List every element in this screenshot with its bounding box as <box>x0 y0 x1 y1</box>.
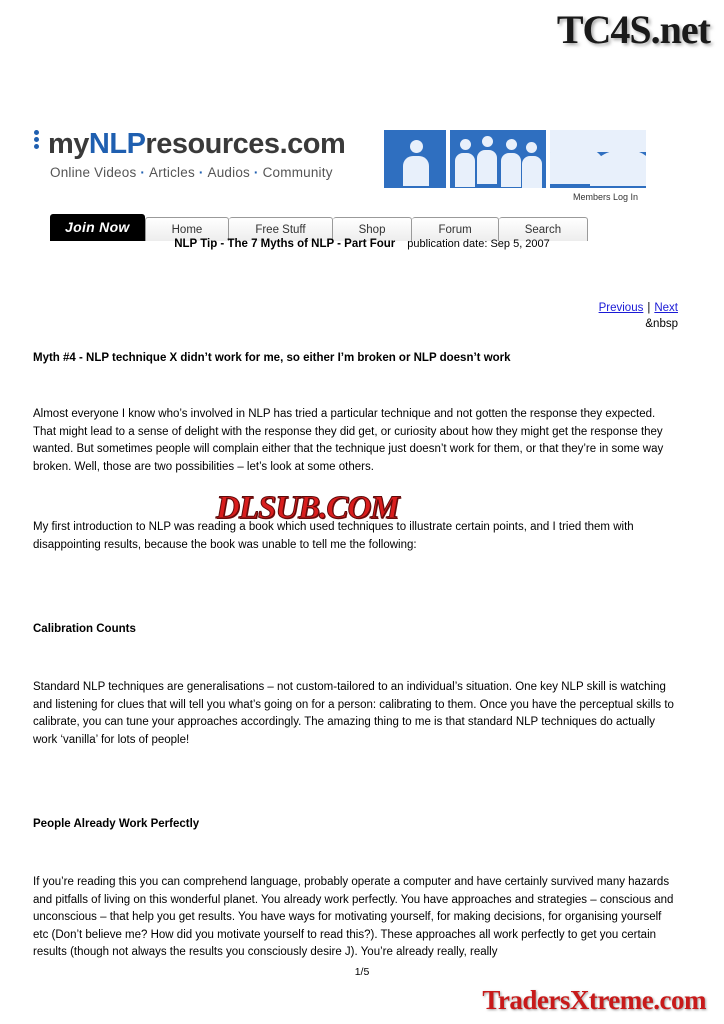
pager-separator: | <box>647 302 651 314</box>
publication-date: publication date: Sep 5, 2007 <box>407 238 550 250</box>
tagline-item-1: Articles <box>149 165 195 180</box>
members-login-link[interactable]: Members Log In <box>572 192 638 202</box>
logo-suffix: resources.com <box>145 128 346 160</box>
page-title: NLP Tip - The 7 Myths of NLP - Part Four <box>174 238 396 250</box>
section-2-body: If you’re reading this you can comprehend language, probably operate a computer and have certainly survived many hazards and pitfalls of living on this wonderful planet. You already work perfectly. You have approaches and strategies – conscious and unconscious – that help you get results. You have ways for motivating yourself, for making decisions, for organising yourself etc (Don’t believe me? How did you motivate yourself to read this?). These approaches all work perfectly to get you certain results (though not always the results you consciously desire J). You’re already really, really <box>33 876 674 958</box>
banner-person-image <box>384 130 446 188</box>
section-heading-calibration-counts: Calibration Counts <box>33 623 136 635</box>
article-title-row <box>0 234 724 252</box>
paragraph-2: My first introduction to NLP was reading a book which used techniques to illustrate certain points, and I tried them with disappointing results, because the book was unable to tell me the following: <box>33 521 634 551</box>
nav-tab-free-stuff[interactable]: Free Stuff <box>229 217 332 241</box>
site-tagline <box>50 165 379 180</box>
nbsp-text: &nbsp <box>645 318 678 330</box>
nav-tab-home[interactable]: Home <box>145 217 230 241</box>
section-heading-people-already-work-perfectly: People Already Work Perfectly <box>33 818 200 830</box>
banner-group-image <box>450 130 546 188</box>
myth-heading: Myth #4 - NLP technique X didn’t work for me, so either I’m broken or NLP doesn’t work <box>33 352 511 364</box>
article-body <box>33 352 679 1005</box>
tagline-sep-icon: · <box>136 165 150 180</box>
tagline-sep-icon: · <box>194 165 208 180</box>
dlsub-watermark: DLSUB.COM <box>216 490 399 526</box>
banner-image-strip <box>384 130 646 188</box>
nav-tab-forum[interactable]: Forum <box>412 217 498 241</box>
logo-nlp: NLP <box>88 128 146 160</box>
pager <box>599 302 678 330</box>
site-logo[interactable] <box>34 128 379 180</box>
tagline-item-2: Audios <box>207 165 250 180</box>
previous-link[interactable]: Previous <box>598 302 644 314</box>
tradersxtreme-watermark: TradersXtreme.com <box>482 985 706 1015</box>
tc4s-watermark: TC4S.net <box>556 7 710 52</box>
page-number: 1/5 <box>354 966 370 978</box>
section-1-body: Standard NLP techniques are generalisations – not custom-tailored to an individual’s situation. One key NLP skill is watching and listening for clues that will tell you what’s going on for a person: calibrating to them. Once you have the perceptual skills to calibrate, you can tune your approaches accordingly. The amazing thing to me is that standard NLP techniques do actually work ‘vanilla’ for lots of people! <box>33 681 674 746</box>
site-logo-text <box>34 128 379 161</box>
tagline-item-3: Community <box>262 165 333 180</box>
nav-tab-search[interactable]: Search <box>499 217 588 241</box>
nav-tab-shop[interactable]: Shop <box>333 217 413 241</box>
join-now-button[interactable]: Join Now <box>50 214 145 241</box>
next-link[interactable]: Next <box>654 302 678 314</box>
paragraph-1: Almost everyone I know who’s involved in NLP has tried a particular technique and not gotten the response they expected. That might lead to a sense of delight with the response they did get, or curiosity about how they might get the response they wanted. But sometimes people will complain either that the technique just doesn’t work for them, or that they’re in some way broken. Well, those are two possibilities – let’s look at some others. <box>33 408 664 473</box>
banner-landscape-image <box>550 130 646 188</box>
logo-prefix: my <box>48 128 89 160</box>
logo-dots-icon <box>34 128 48 151</box>
tagline-sep-icon: · <box>249 165 263 180</box>
tagline-item-0: Online Videos <box>50 165 137 180</box>
site-banner <box>34 128 638 228</box>
